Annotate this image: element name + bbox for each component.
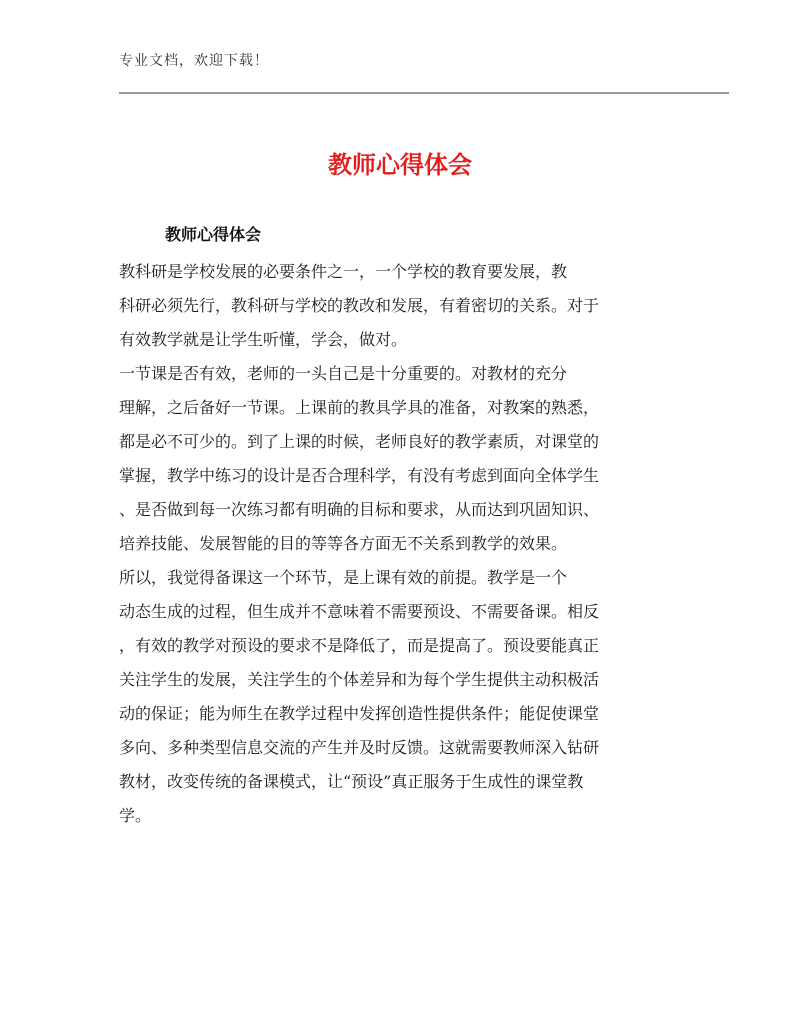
body-line: 教科研是学校发展的必要条件之一，一个学校的教育要发展，教 (119, 262, 568, 281)
body-line: 掌握，教学中练习的设计是否合理科学，有没有考虑到面向全体学生 (119, 466, 600, 485)
body-line: 动态生成的过程，但生成并不意味着不需要预设、不需要备课。相反 (119, 602, 600, 621)
body-line: 科研必须先行，教科研与学校的教改和发展，有着密切的关系。对于 (119, 296, 600, 315)
body-line: 培养技能、发展智能的目的等等各方面无不关系到教学的效果。 (119, 534, 568, 553)
body-line: 教材，改变传统的备课模式，让“预设”真正服务于生成性的课堂教 (119, 772, 584, 791)
body-line: 关注学生的发展，关注学生的个体差异和为每个学生提供主动积极活 (119, 670, 600, 689)
body-line: 有效教学就是让学生听懂，学会，做对。 (119, 330, 408, 349)
body-line: 都是必不可少的。到了上课的时候，老师良好的教学素质，对课堂的 (119, 432, 600, 451)
document-body (119, 255, 679, 833)
body-line: 一节课是否有效，老师的一头自己是十分重要的。对教材的充分 (119, 364, 568, 383)
body-line: 、是否做到每一次练习都有明确的目标和要求，从而达到巩固知识、 (119, 500, 600, 519)
document-subtitle: 教师心得体会 (165, 225, 262, 244)
body-line: ，有效的教学对预设的要求不是降低了，而是提高了。预设要能真正 (119, 636, 600, 655)
body-line: 所以，我觉得备课这一个环节，是上课有效的前提。教学是一个 (119, 568, 568, 587)
header-divider (119, 92, 729, 94)
document-title: 教师心得体会 (328, 151, 472, 179)
body-line: 理解，之后备好一节课。上课前的教具学具的准备，对教案的熟悉， (119, 398, 600, 417)
body-line: 多向、多种类型信息交流的产生并及时反馈。这就需要教师深入钻研 (119, 738, 600, 757)
body-line: 动的保证；能为师生在教学过程中发挥创造性提供条件；能促使课堂 (119, 704, 600, 723)
body-line: 学。 (119, 806, 152, 825)
page-header-text: 专业文档，欢迎下载！ (119, 53, 269, 69)
